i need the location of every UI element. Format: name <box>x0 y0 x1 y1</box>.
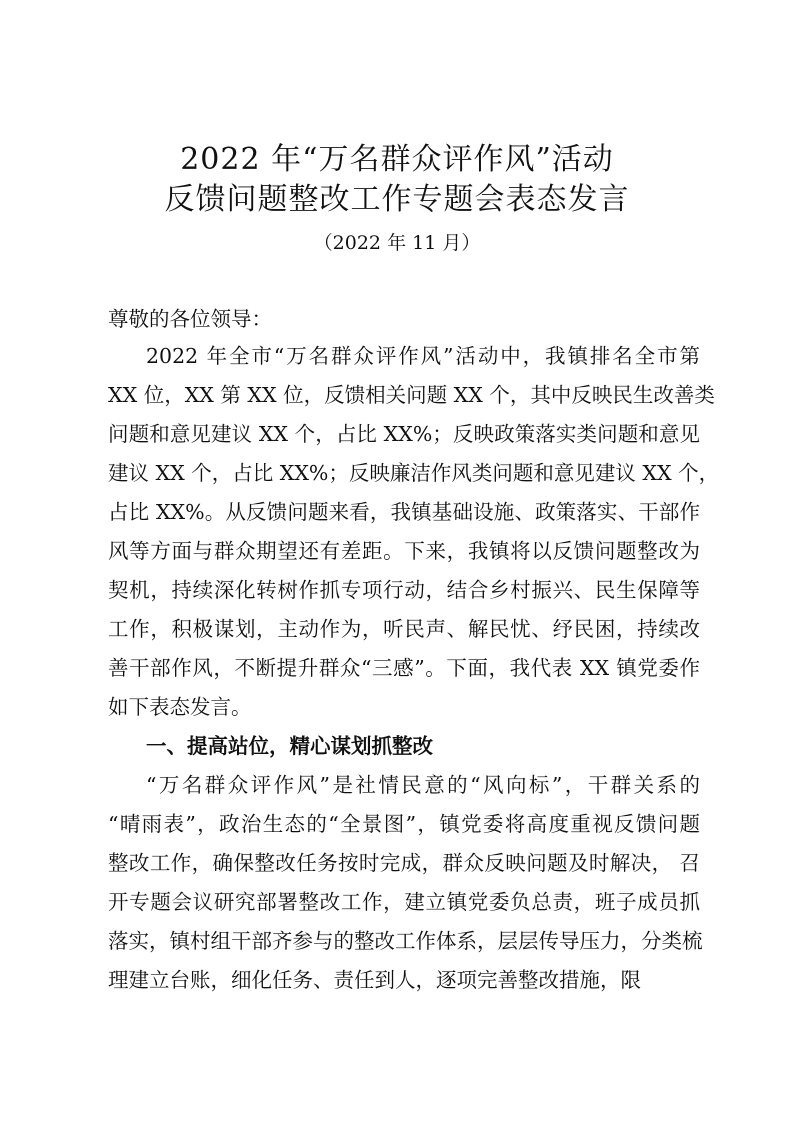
paragraph-1-line: 风等方面与群众期望还有差距。下来，我镇将以反馈问题整改为 <box>108 539 700 563</box>
document-date: （2022 年 11 月） <box>313 232 481 254</box>
paragraph-1-line: 建议 XX 个，占比 XX%；反映廉洁作风类问题和意见建议 XX 个， <box>108 461 720 485</box>
paragraph-2-line: “晴雨表”，政治生态的“全景图”，镇党委将高度重视反馈问题 <box>108 812 700 836</box>
paragraph-1-line: 如下表态发言。 <box>108 695 252 719</box>
salutation: 尊敬的各位领导： <box>108 307 272 331</box>
paragraph-1-line: 问题和意见建议 XX 个，占比 XX%；反映政策落实类问题和意见 <box>108 422 700 446</box>
paragraph-1-line: 工作，积极谋划，主动作为，听民声、解民忧、纾民困，持续改 <box>108 617 700 641</box>
paragraph-2-line: 开专题会议研究部署整改工作，建立镇党委负总责，班子成员抓 <box>108 890 700 914</box>
paragraph-2-line: 整改工作，确保整改任务按时完成，群众反映问题及时解决， 召 <box>108 851 700 875</box>
paragraph-2-line: 理建立台账，细化任务、责任到人，逐项完善整改措施，限 <box>108 968 641 992</box>
paragraph-2-line: “万名群众评作风”是社情民意的“风向标”，干群关系的 <box>146 773 700 797</box>
paragraph-1-line: XX 位，XX 第 XX 位，反馈相关问题 XX 个，其中反映民生改善类 <box>108 383 715 407</box>
section-1-heading: 一、提高站位，精心谋划抓整改 <box>146 734 433 758</box>
paragraph-1-line: 善干部作风，不断提升群众“三感”。下面，我代表 XX 镇党委作 <box>108 656 700 680</box>
paragraph-1-line: 占比 XX%。从反馈问题来看，我镇基础设施、政策落实、干部作 <box>108 500 700 524</box>
document-title-line-2: 反馈问题整改工作专题会表态发言 <box>164 182 630 217</box>
document-title-line-1: 2022 年“万名群众评作风”活动 <box>180 142 614 177</box>
paragraph-1-line: 契机，持续深化转树作抓专项行动，结合乡村振兴、民生保障等 <box>108 578 700 602</box>
paragraph-1-line: 2022 年全市“万名群众评作风”活动中，我镇排名全市第 <box>146 344 700 368</box>
paragraph-2-line: 落实，镇村组干部齐参与的整改工作体系，层层传导压力，分类梳 <box>108 929 703 953</box>
